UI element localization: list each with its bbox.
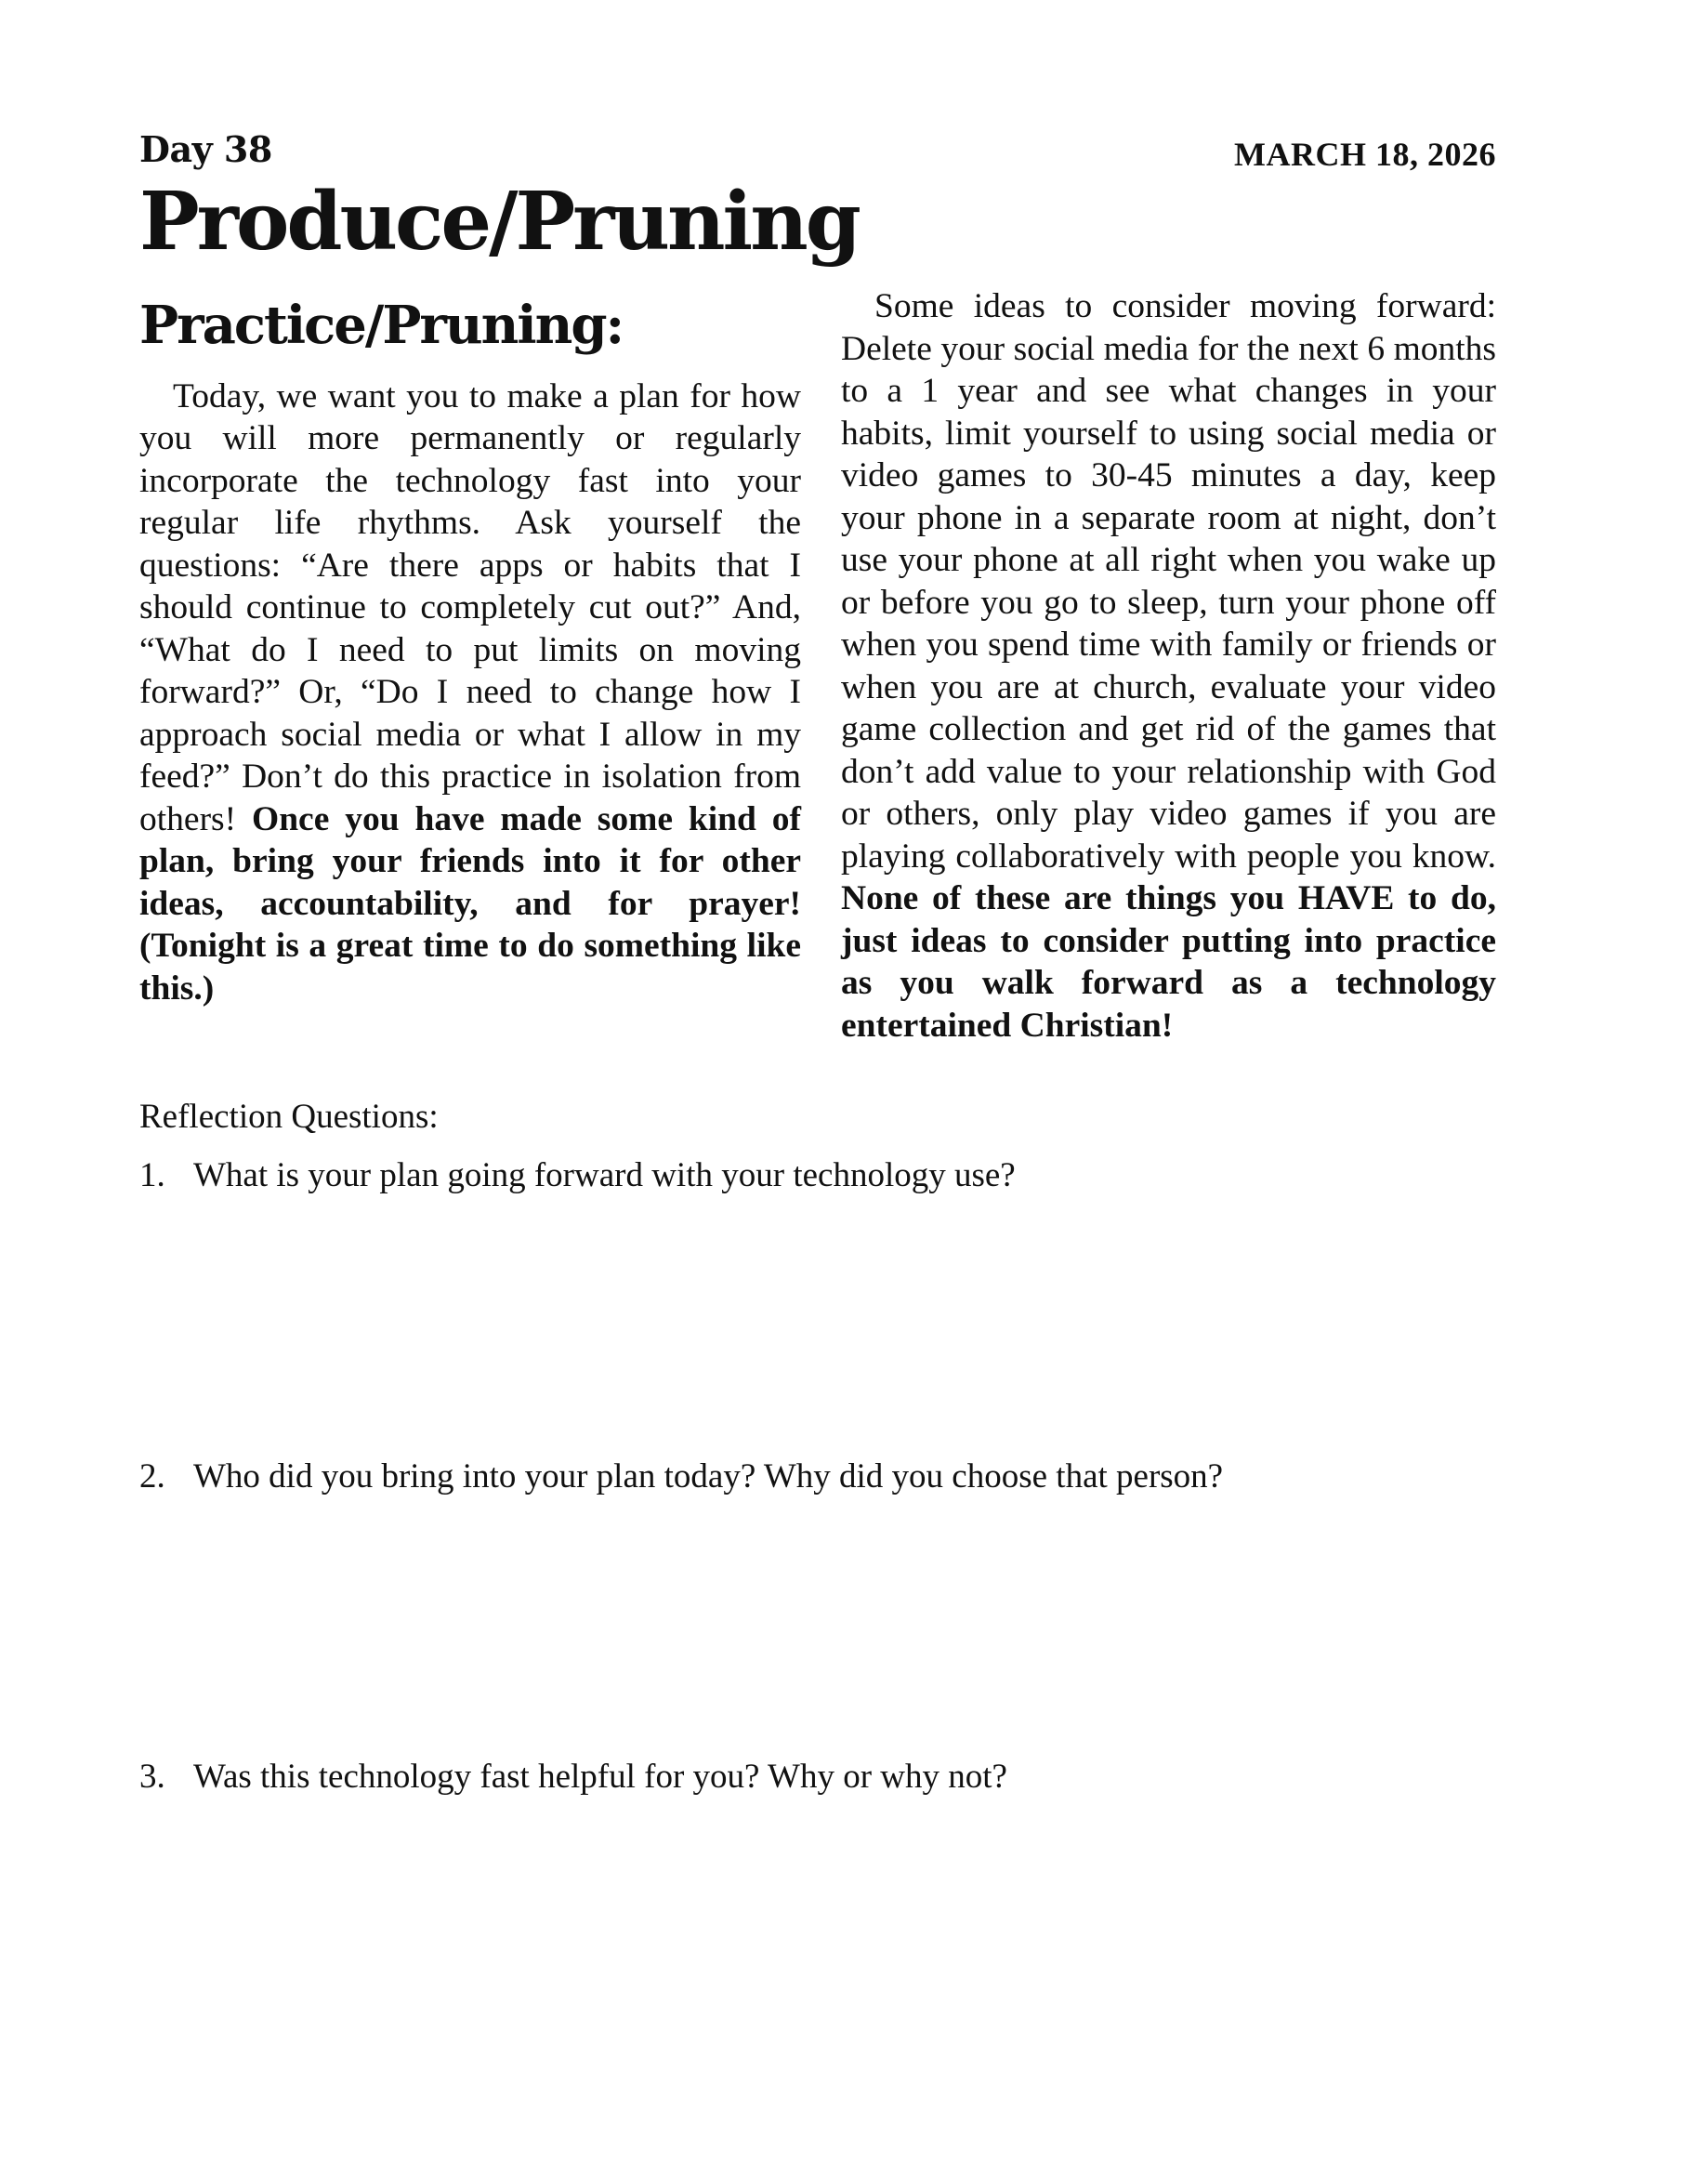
ideas-bold-text: None of these are things you HAVE to do, just ideas to consider putting into practice as you walk forward as a technology entertained Christian! [841, 879, 1496, 1045]
practice-paragraph [139, 376, 801, 1010]
section-title: Practice/Pruning: [139, 295, 624, 356]
question-number: 2. [139, 1457, 165, 1496]
reflection-question [139, 1757, 1007, 1797]
reflection-question [139, 1155, 1016, 1195]
question-number: 1. [139, 1156, 165, 1194]
reflection-heading: Reflection Questions: [139, 1098, 439, 1136]
question-text: What is your plan going forward with your technology use? [193, 1156, 1016, 1194]
date-label: MARCH 18, 2026 [1234, 136, 1496, 173]
right-column [841, 285, 1496, 1047]
page-title: Produce/Pruning [139, 175, 859, 269]
ideas-paragraph [841, 285, 1496, 1047]
left-column [139, 297, 801, 1009]
practice-bold-text: Once you have made some kind of plan, bring your friends into it for other ideas, accountability, and for prayer! (Tonight is a great time to do something like this.) [139, 799, 801, 1008]
question-number: 3. [139, 1758, 165, 1796]
question-text: Who did you bring into your plan today? Why did you choose that person? [193, 1457, 1224, 1496]
question-text: Was this technology fast helpful for you? Why or why not? [193, 1758, 1007, 1796]
reflection-question [139, 1456, 1223, 1496]
ideas-text: Some ideas to consider moving forward: Delete your social media for the next 6 months to a 1 year and see what changes in your habits, limit yourself to using social media or video games to 30-45 minutes a day, keep your phone in a separate room at night, don’t use your phone at all right when you wake up or before you go to sleep, turn your phone off when you spend time with family or friends or when you are at church, evaluate your video game collection and get rid of the games that don’t add value to your relationship with God or others, only play video games if you are playing collaboratively with people you know. [841, 287, 1496, 876]
devotional-page [139, 0, 1496, 2161]
day-label: Day 38 [139, 128, 272, 170]
practice-text: Today, we want you to make a plan for how you will more permanently or regularly incorporate the technology fast into your regular life rhythms. Ask yourself the questions: “Are there apps or habits that I should continue to completely cut out?” And, “What do I need to put limits on moving forward?” Or, “Do I need to change how I approach social media or what I allow in my feed?” Don’t do this practice in isolation from others! [139, 376, 801, 838]
